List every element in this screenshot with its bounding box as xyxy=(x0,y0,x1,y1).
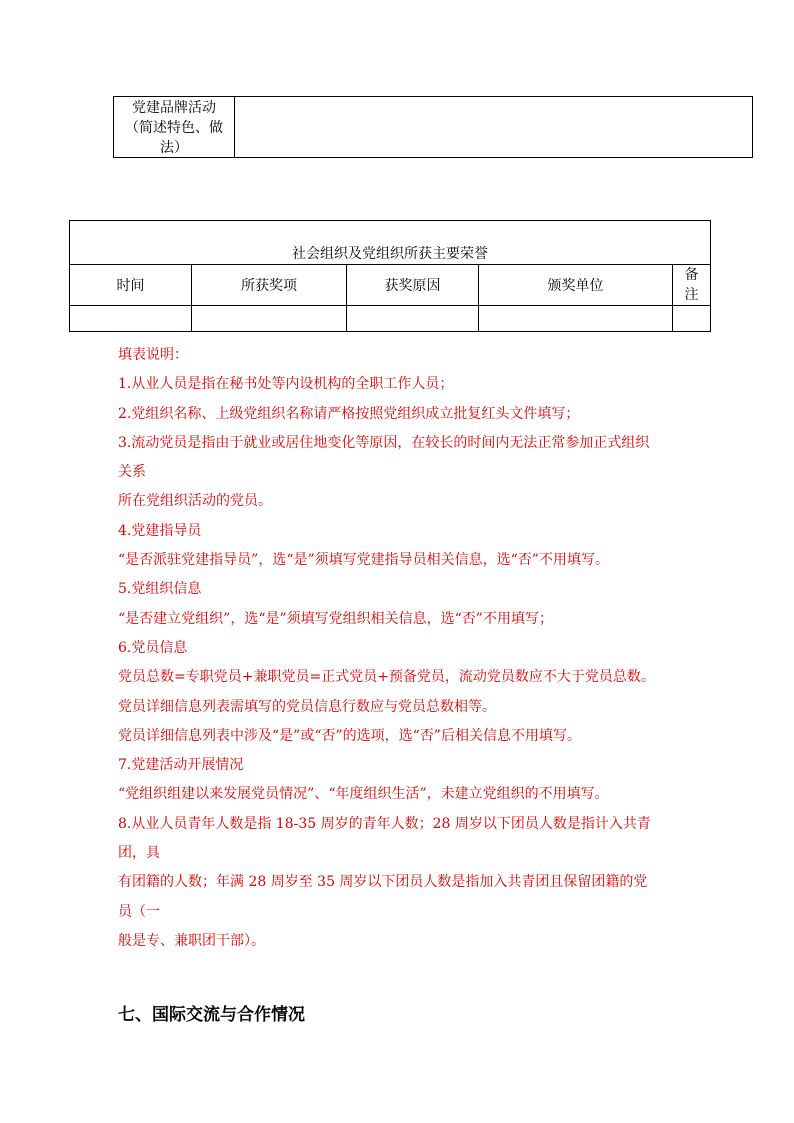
remark-char: 备 xyxy=(684,267,699,283)
note-line: “党组织组建以来发展党员情况”、“年度组织生活”，未建立党组织的不用填写。 xyxy=(118,786,609,803)
note-line: 8.从业人员青年人数是指 18-35 周岁的青年人数；28 周岁以下团员人数是指计入共青 xyxy=(118,815,651,832)
note-line: “是否派驻党建指导员”，选“是”须填写党建指导员相关信息，选“否”不用填写。 xyxy=(118,552,609,569)
honors-table xyxy=(69,220,711,332)
cell-issuer[interactable] xyxy=(479,306,673,332)
note-line: 2.党组织名称、上级党组织名称请严格按照党组织成立批复红头文件填写； xyxy=(118,405,580,422)
label-line: （简述特色、做 xyxy=(125,120,223,136)
party-brand-label xyxy=(114,97,235,157)
note-line: 5.党组织信息 xyxy=(118,581,202,598)
label-line: 党建品牌活动 xyxy=(132,100,216,116)
note-line: 4.党建指导员 xyxy=(118,522,202,539)
note-line: 党员详细信息列表中涉及“是”或“否”的选项，选“否”后相关信息不用填写。 xyxy=(118,727,581,744)
party-brand-table xyxy=(113,96,753,158)
remark-char: 注 xyxy=(684,287,699,303)
note-line: 6.党员信息 xyxy=(118,639,188,656)
note-line: 3.流动党员是指由于就业或居住地变化等原因，在较长的时间内无法正常参加正式组织 xyxy=(118,434,650,451)
note-line: “是否建立党组织”，选“是”须填写党组织相关信息，选“否”不用填写； xyxy=(118,610,553,627)
header-reason: 获奖原因 xyxy=(347,265,479,305)
honors-table-title: 社会组织及党组织所获主要荣誉 xyxy=(292,246,488,262)
honors-header-row xyxy=(70,264,710,305)
cell-remark[interactable] xyxy=(673,306,710,332)
note-line: 1.从业人员是指在秘书处等内设机构的全职工作人员； xyxy=(118,376,454,393)
note-line: 党员详细信息列表需填写的党员信息行数应与党员总数相等。 xyxy=(118,698,496,715)
cell-award[interactable] xyxy=(192,306,347,332)
note-line: 关系 xyxy=(118,464,146,481)
fill-instructions xyxy=(118,341,678,956)
cell-time[interactable] xyxy=(70,306,192,332)
honors-data-row xyxy=(70,305,710,332)
cell-reason[interactable] xyxy=(347,306,479,332)
label-line: 法） xyxy=(160,140,188,156)
note-line: 7.党建活动开展情况 xyxy=(118,757,244,774)
header-remark xyxy=(673,265,710,305)
note-line: 所在党组织活动的党员。 xyxy=(118,493,272,510)
party-brand-value-cell[interactable] xyxy=(235,97,752,157)
section-heading: 七、国际交流与合作情况 xyxy=(118,1005,305,1025)
note-line: 填表说明： xyxy=(118,347,188,363)
note-line: 团，具 xyxy=(118,845,160,862)
header-issuer: 颁奖单位 xyxy=(479,265,673,305)
note-line: 般是专、兼职团干部）。 xyxy=(118,932,265,949)
note-line: 有团籍的人数；年满 28 周岁至 35 周岁以下团员人数是指加入共青团且保留团籍的党 xyxy=(118,874,648,891)
header-award: 所获奖项 xyxy=(192,265,347,305)
note-line: 党员总数=专职党员+兼职党员=正式党员+预备党员，流动党员数应不大于党员总数。 xyxy=(118,669,655,686)
header-time: 时间 xyxy=(70,265,192,305)
note-line: 员（一 xyxy=(118,903,160,920)
